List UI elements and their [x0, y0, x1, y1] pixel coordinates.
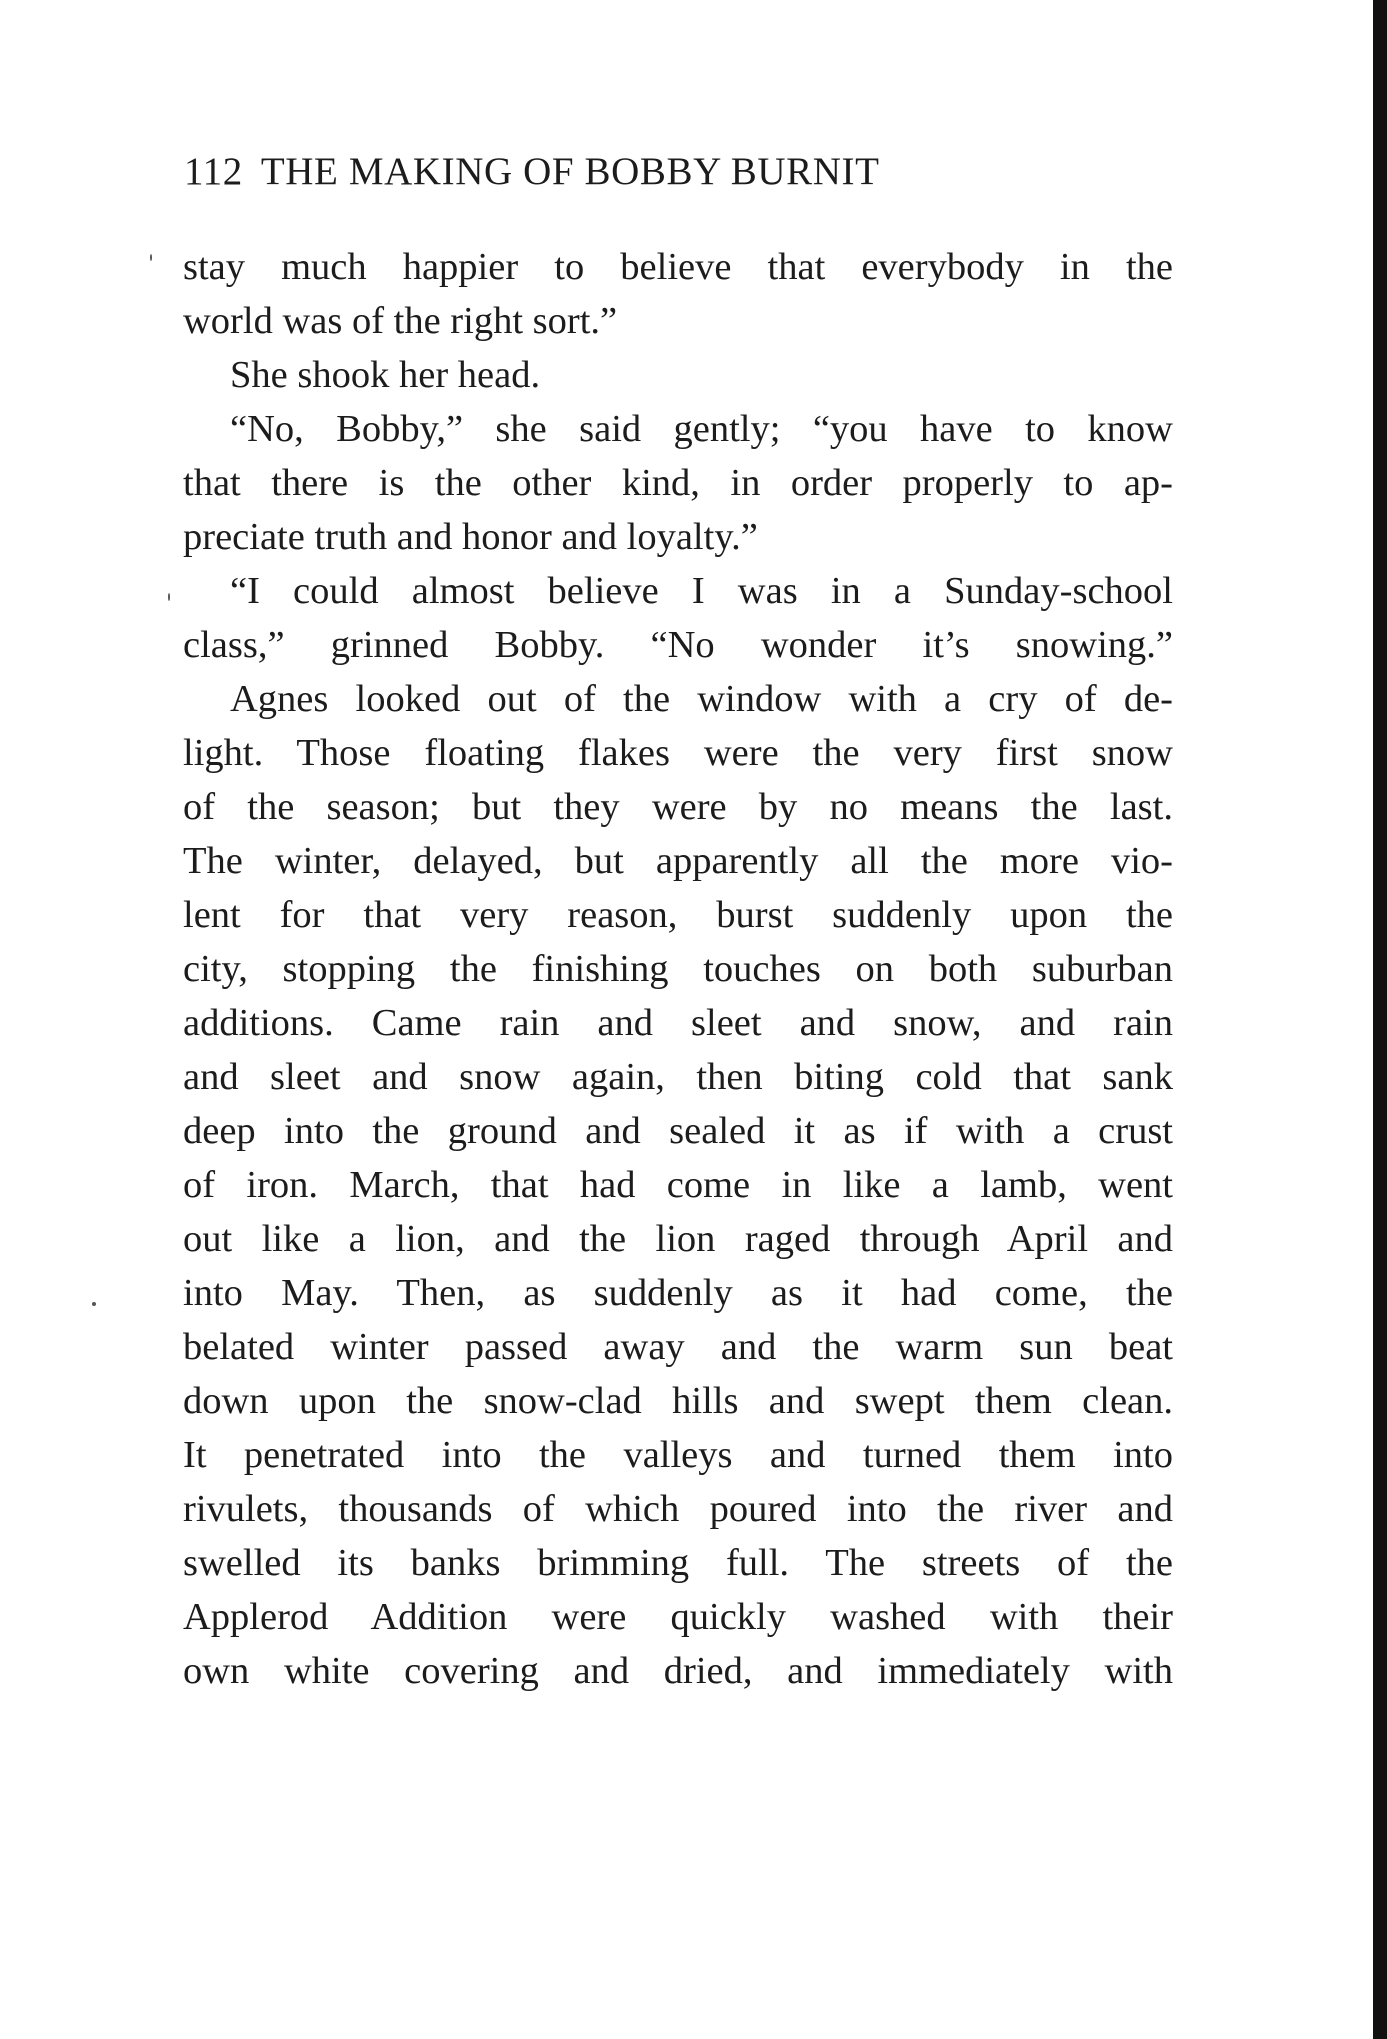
text-line: “No, Bobby,” she said gently; “you have to know [230, 408, 1173, 450]
text-line: of the season; but they were by no means the last. [183, 786, 1173, 828]
text-line: city, stopping the finishing touches on both suburban [183, 948, 1173, 990]
text-line: preciate truth and honor and loyalty.” [183, 516, 758, 558]
text-line: into May. Then, as suddenly as it had come, the [183, 1272, 1173, 1314]
text-line: swelled its banks brimming full. The streets of the [183, 1542, 1173, 1584]
text-line: Agnes looked out of the window with a cry of de- [230, 678, 1173, 720]
text-line: out like a lion, and the lion raged through April and [183, 1218, 1173, 1260]
text-line: rivulets, thousands of which poured into the river and [183, 1488, 1173, 1530]
paper-speck [92, 1302, 96, 1306]
text-line: own white covering and dried, and immediately with [183, 1650, 1173, 1692]
text-line: world was of the right sort.” [183, 300, 618, 342]
text-line: light. Those floating flakes were the very first snow [183, 732, 1173, 774]
page-number: 112 [184, 150, 243, 193]
paper-speck [168, 593, 170, 601]
text-line: class,” grinned Bobby. “No wonder it’s snowing.” [183, 624, 1173, 666]
text-line: She shook her head. [230, 354, 541, 396]
text-line: It penetrated into the valleys and turned them into [183, 1434, 1173, 1476]
text-line: of iron. March, that had come in like a lamb, went [183, 1164, 1173, 1206]
text-line: that there is the other kind, in order properly to ap- [183, 462, 1173, 504]
text-line: belated winter passed away and the warm sun beat [183, 1326, 1173, 1368]
text-line: lent for that very reason, burst suddenly upon the [183, 894, 1173, 936]
text-line: stay much happier to believe that everybody in the [183, 246, 1173, 288]
paper-speck [150, 254, 152, 261]
text-line: additions. Came rain and sleet and snow, and rain [183, 1002, 1173, 1044]
text-line: deep into the ground and sealed it as if with a crust [183, 1110, 1173, 1152]
text-line: down upon the snow-clad hills and swept them clean. [183, 1380, 1173, 1422]
running-title: THE MAKING OF BOBBY BURNIT [260, 150, 880, 193]
text-line: “I could almost believe I was in a Sunday-school [230, 570, 1173, 612]
text-line: The winter, delayed, but apparently all the more vio- [183, 840, 1173, 882]
text-line: Applerod Addition were quickly washed with their [183, 1596, 1173, 1638]
text-line: and sleet and snow again, then biting cold that sank [183, 1056, 1173, 1098]
